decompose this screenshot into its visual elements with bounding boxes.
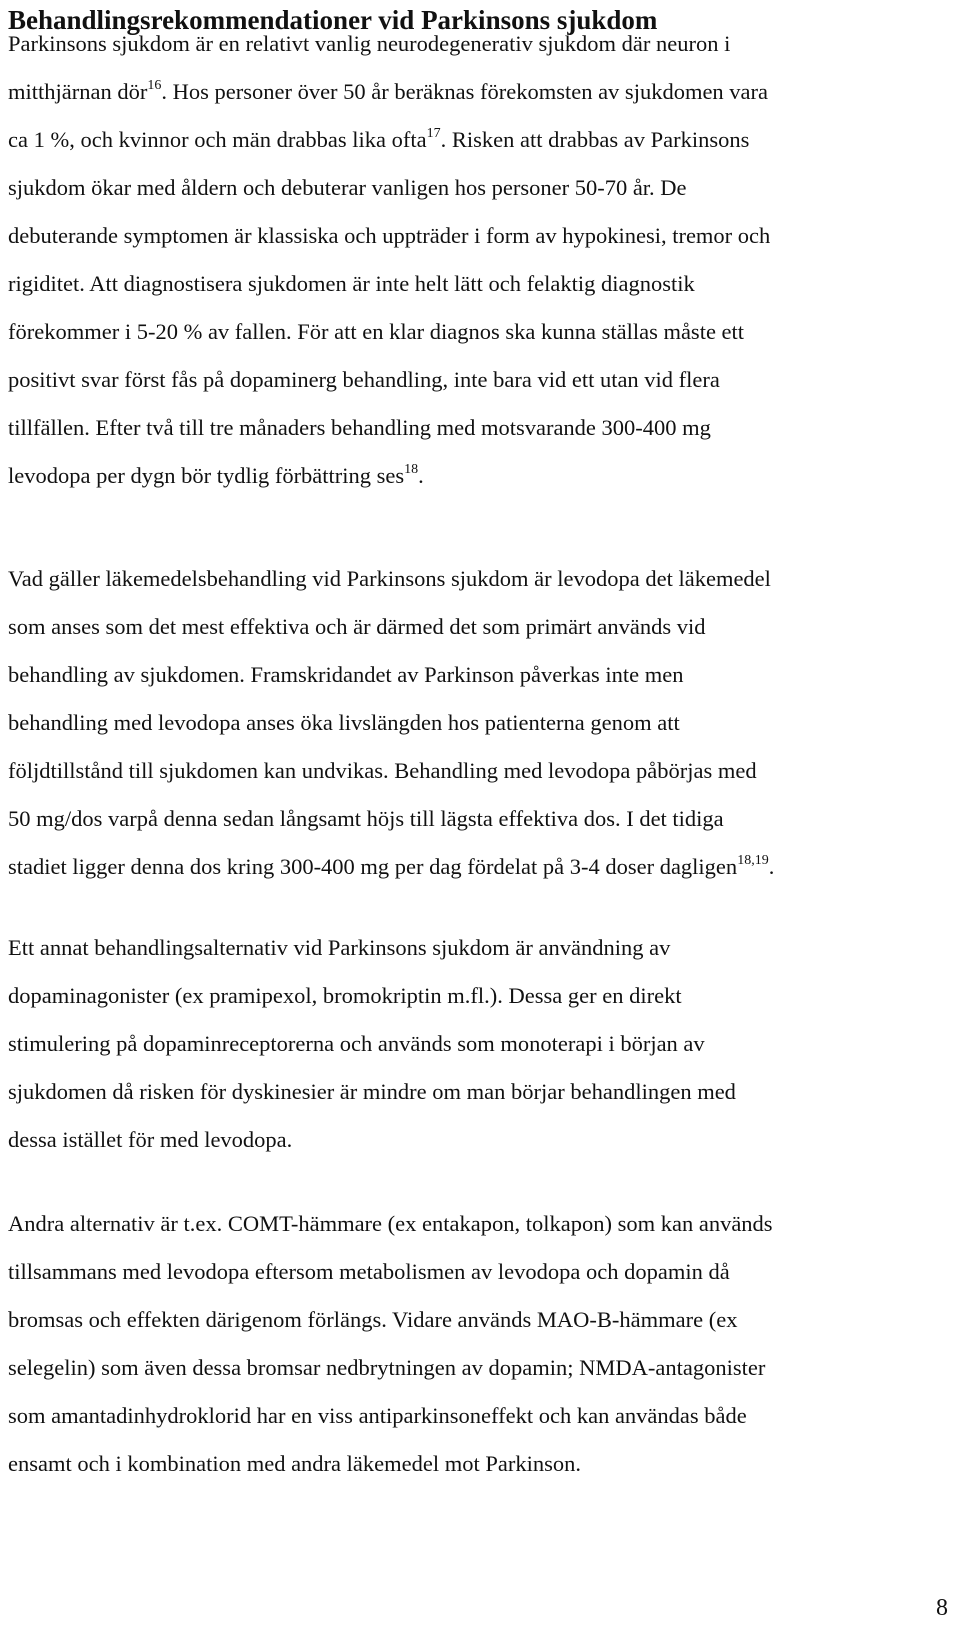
- line-text-continuation: .: [768, 854, 775, 879]
- line-text-continuation: .: [418, 463, 424, 488]
- document-title: Behandlingsrekommendationer vid Parkinsons sjukdom: [8, 5, 658, 35]
- text-line: [8, 1344, 952, 1392]
- text-line: [8, 924, 952, 972]
- line-text: positivt svar först fås på dopaminerg behandling, inte bara vid ett utan vid flera: [8, 367, 720, 392]
- text-line: [8, 20, 952, 68]
- text-line: [8, 651, 952, 699]
- line-text: levodopa per dygn bör tydlig förbättring ses: [8, 463, 405, 488]
- line-text: sjukdomen då risken för dyskinesier är mindre om man börjar behandlingen med: [8, 1079, 736, 1104]
- text-line: [8, 1020, 952, 1068]
- line-text: förekommer i 5-20 % av fallen. För att en klar diagnos ska kunna ställas måste ett: [8, 319, 745, 344]
- line-text: dessa istället för med levodopa.: [8, 1127, 293, 1152]
- line-text: Parkinsons sjukdom är en relativt vanlig neurodegenerativ sjukdom där neuron i: [8, 31, 731, 56]
- line-text: tillsammans med levodopa eftersom metabolismen av levodopa och dopamin då: [8, 1259, 730, 1284]
- text-line: [8, 972, 952, 1020]
- text-line: [8, 603, 952, 651]
- text-line: [8, 1440, 952, 1488]
- line-text: mitthjärnan dör: [8, 79, 148, 104]
- text-line: [8, 1296, 952, 1344]
- line-text: Ett annat behandlingsalternativ vid Parkinsons sjukdom är användning av: [8, 935, 671, 960]
- reference-superscript: 17: [426, 125, 441, 141]
- text-line: [8, 452, 952, 500]
- text-line: [8, 68, 952, 116]
- line-text: som amantadinhydroklorid har en viss antiparkinsoneffekt och kan användas både: [8, 1403, 747, 1428]
- text-line: [8, 555, 952, 603]
- reference-superscript: 18,19: [737, 852, 769, 868]
- line-text-continuation: . Risken att drabbas av Parkinsons: [440, 127, 750, 152]
- line-text: stadiet ligger denna dos kring 300-400 mg per dag fördelat på 3-4 doser dagligen: [8, 854, 738, 879]
- line-text: Andra alternativ är t.ex. COMT-hämmare (ex entakapon, tolkapon) som kan används: [8, 1211, 773, 1236]
- line-text: dopaminagonister (ex pramipexol, bromokriptin m.fl.). Dessa ger en direkt: [8, 983, 682, 1008]
- paragraph-3: [8, 924, 952, 1164]
- text-line: [8, 1248, 952, 1296]
- text-line: [8, 116, 952, 164]
- line-text: som anses som det mest effektiva och är därmed det som primärt används vid: [8, 614, 706, 639]
- text-line: [8, 164, 952, 212]
- paragraph-2: [8, 555, 952, 891]
- line-text: sjukdom ökar med åldern och debuterar vanligen hos personer 50-70 år. De: [8, 175, 687, 200]
- line-text: ensamt och i kombination med andra läkemedel mot Parkinson.: [8, 1451, 581, 1476]
- text-line: [8, 260, 952, 308]
- line-text: rigiditet. Att diagnostisera sjukdomen är inte helt lätt och felaktig diagnostik: [8, 271, 695, 296]
- text-line: [8, 699, 952, 747]
- text-line: [8, 795, 952, 843]
- text-line: [8, 1068, 952, 1116]
- text-line: [8, 308, 952, 356]
- line-text: behandling med levodopa anses öka livslängden hos patienterna genom att: [8, 710, 680, 735]
- line-text: 50 mg/dos varpå denna sedan långsamt höjs till lägsta effektiva dos. I det tidiga: [8, 806, 724, 831]
- line-text-continuation: . Hos personer över 50 år beräknas förekomsten av sjukdomen vara: [161, 79, 769, 104]
- reference-superscript: 16: [147, 77, 162, 93]
- text-line: [8, 404, 952, 452]
- line-text: Vad gäller läkemedelsbehandling vid Parkinsons sjukdom är levodopa det läkemedel: [8, 566, 771, 591]
- text-line: [8, 747, 952, 795]
- line-text: ca 1 %, och kvinnor och män drabbas lika ofta: [8, 127, 427, 152]
- text-line: [8, 1200, 952, 1248]
- paragraph-1: [8, 20, 952, 500]
- line-text: behandling av sjukdomen. Framskridandet av Parkinson påverkas inte men: [8, 662, 684, 687]
- paragraph-4: [8, 1200, 952, 1488]
- text-line: [8, 843, 952, 891]
- page-number: 8: [936, 1595, 948, 1621]
- line-text: bromsas och effekten därigenom förlängs. Vidare används MAO-B-hämmare (ex: [8, 1307, 738, 1332]
- line-text: följdtillstånd till sjukdomen kan undvikas. Behandling med levodopa påbörjas med: [8, 758, 757, 783]
- line-text: selegelin) som även dessa bromsar nedbrytningen av dopamin; NMDA-antagonister: [8, 1355, 766, 1380]
- text-line: [8, 1392, 952, 1440]
- line-text: tillfällen. Efter två till tre månaders behandling med motsvarande 300-400 mg: [8, 415, 711, 440]
- text-line: [8, 356, 952, 404]
- reference-superscript: 18: [404, 461, 419, 477]
- text-line: [8, 1116, 952, 1164]
- line-text: debuterande symptomen är klassiska och uppträder i form av hypokinesi, tremor och: [8, 223, 771, 248]
- line-text: stimulering på dopaminreceptorerna och används som monoterapi i början av: [8, 1031, 705, 1056]
- text-line: [8, 212, 952, 260]
